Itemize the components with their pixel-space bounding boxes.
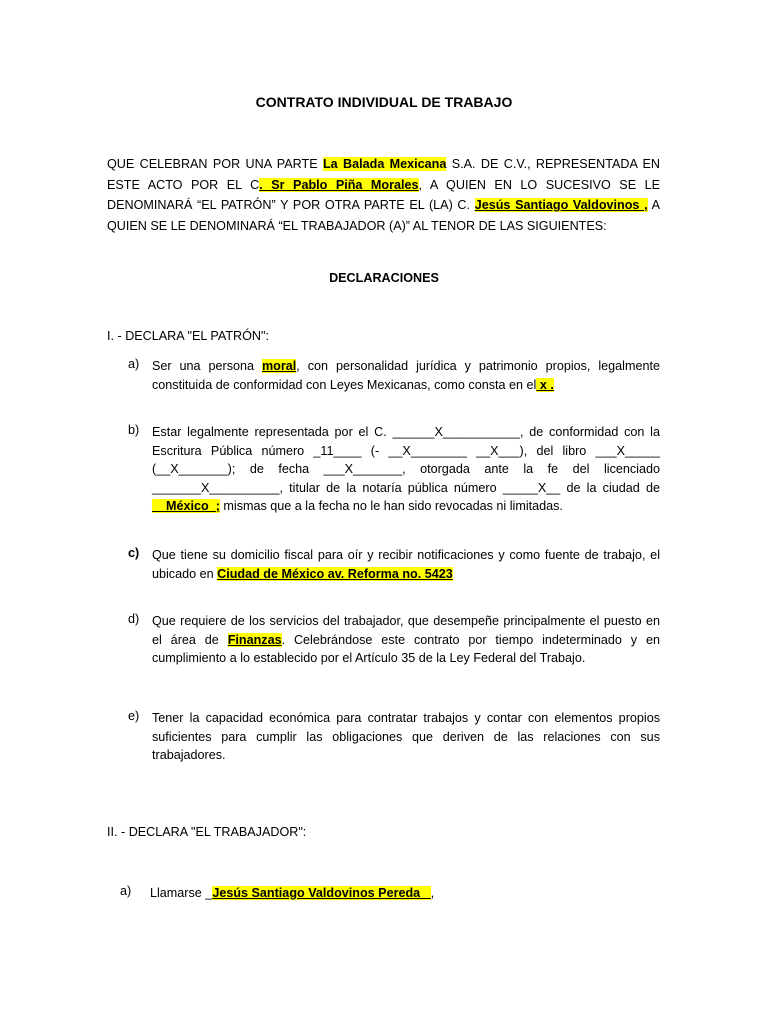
clause-text	[152, 546, 660, 583]
declaraciones-heading: DECLARACIONES	[329, 271, 439, 285]
clause-c-patron	[128, 546, 660, 583]
intro-text-2: S.A. DE C.V., REPRESENTADA EN ESTE ACTO POR EL C	[107, 157, 661, 192]
intro-paragraph	[107, 154, 660, 236]
clause-a2-text-1: Llamarse _	[150, 886, 213, 900]
clause-c-text-1: Que tiene su domicilio fiscal para oír y recibir notificaciones y como fuente de trabajo, el ubicado en	[152, 548, 660, 581]
clause-a-text-1: Ser una persona	[152, 359, 262, 373]
clause-text: Tener la capacidad económica para contratar trabajos y contar con elementos propios suficientes para cumplir las obligaciones que deriven de las relaciones con sus trabajadores.	[152, 711, 660, 762]
clause-marker: d)	[128, 612, 140, 626]
clause-marker: a)	[120, 884, 132, 898]
clause-marker: a)	[128, 357, 140, 371]
intro-text-1: QUE CELEBRAN POR UNA PARTE	[107, 157, 323, 171]
mexico-highlight: __México_;	[152, 499, 220, 513]
area-highlight: Finanzas	[227, 632, 282, 647]
intro-text-4: A QUIEN SE LE DENOMINARÁ “EL TRABAJADOR (A)” AL TENOR DE LAS SIGUIENTES:	[107, 198, 660, 233]
clause-b-text-1: Estar legalmente representada por el C. ______X___________, de conformidad con la Escritura Pública número _11____ (- __X________ __X___), del libro ___X_____ (__X_______); de fecha ___X_______, otorgada ante la fe del licenciado _______X__________, titular de la notaría pública número _____X__ de la ciudad de	[152, 425, 660, 495]
moral-highlight: moral	[261, 359, 297, 373]
address-highlight: Ciudad de México av. Reforma no. 5423	[217, 566, 453, 581]
clause-b-text-2: mismas que a la fecha no le han sido revocadas ni limitadas.	[219, 499, 563, 513]
section-trabajador-heading: II. - DECLARA "EL TRABAJADOR":	[107, 825, 307, 839]
representative-name-highlight: . Sr Pablo Piña Morales	[259, 177, 419, 192]
clause-marker: e)	[128, 709, 140, 723]
clause-text	[152, 357, 660, 394]
clause-marker: b)	[128, 423, 140, 437]
worker-fullname-highlight: Jesús Santiago Valdovinos Pereda _	[212, 886, 431, 900]
clause-text	[152, 423, 660, 516]
clause-b-patron	[128, 423, 660, 516]
clause-marker: c)	[128, 546, 140, 560]
clause-e-patron	[128, 709, 660, 765]
clause-text	[152, 612, 660, 668]
section-patron-heading: I. - DECLARA "EL PATRÓN":	[107, 329, 269, 343]
clause-d-text-1: Que requiere de los servicios del trabajador, que desempeñe principalmente el puesto en el área de	[152, 614, 660, 647]
clause-d-text-2: . Celebrándose este contrato por tiempo indeterminado y en cumplimiento a lo establecido por el Artículo 35 de la Ley Federal del Trabajo.	[152, 632, 661, 665]
intro-text-3: , A QUIEN EN LO SUCESIVO SE LE DENOMINARÁ “EL PATRÓN” Y POR OTRA PARTE EL (LA) C.	[107, 177, 661, 212]
clause-a-trabajador	[120, 884, 652, 903]
document-title: CONTRATO INDIVIDUAL DE TRABAJO	[255, 94, 513, 110]
clause-a-patron	[128, 357, 660, 394]
clause-d-patron	[128, 612, 660, 668]
clause-a2-text-2: ,	[430, 886, 435, 900]
clause-text	[150, 884, 652, 903]
x-highlight: x .	[536, 377, 554, 392]
company-name-highlight: La Balada Mexicana	[322, 157, 447, 171]
clause-a-text-2: , con personalidad jurídica y patrimonio propios, legalmente constituida de conformidad con Leyes Mexicanas, como consta en el	[152, 359, 660, 392]
worker-name-highlight: Jesús Santiago Valdovinos ,	[474, 198, 648, 212]
